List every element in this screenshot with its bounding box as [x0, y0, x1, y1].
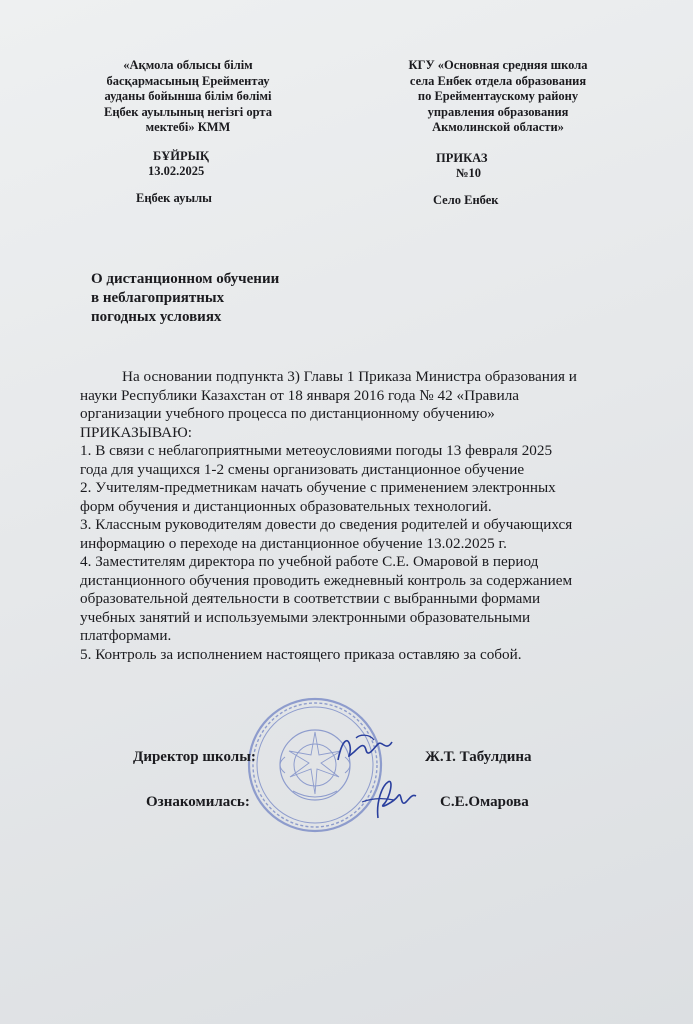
order-body [80, 368, 640, 664]
body-line: форм обучения и дистанционных образовательных технологий. [80, 497, 492, 515]
body-line: 1. В связи с неблагоприятными метеоусловиями погоды 13 февраля 2025 [80, 442, 553, 459]
header-right-line: села Енбек отдела образования [409, 73, 587, 88]
acquainted-signature [358, 776, 418, 822]
acquainted-label: Ознакомилась: [146, 794, 250, 810]
header-left [88, 58, 288, 136]
place-kz: Еңбек ауылы [136, 191, 212, 205]
director-label: Директор школы: [133, 749, 256, 765]
header-right-line: по Ерейментаускому району [417, 89, 579, 103]
body-line: ПРИКАЗЫВАЮ: [80, 423, 192, 441]
place-ru: Село Енбек [433, 193, 499, 207]
director-signature [330, 730, 400, 770]
body-line: 5. Контроль за исполнением настоящего приказа оставляю за собой. [80, 645, 522, 663]
order-number: №10 [456, 166, 482, 180]
body-line: 4. Заместителям директора по учебной работе С.Е. Омаровой в период [80, 553, 539, 570]
header-left-line: мектебі» КММ [145, 120, 231, 134]
body-line: На основании подпункта 3) Главы 1 Приказа Министра образования и [122, 368, 577, 385]
body-line: года для учащихся 1-2 смены организовать дистанционное обучение [80, 460, 525, 478]
header-left-line: «Ақмола облысы білім [123, 58, 253, 72]
title-line: в неблагоприятных [91, 290, 225, 306]
title-line: О дистанционном обучении [91, 271, 280, 287]
body-line: 3. Классным руководителям довести до сведения родителей и обучающихся [80, 516, 573, 533]
body-line: 2. Учителям-предметникам начать обучение с применением электронных [80, 479, 556, 496]
header-left-line: Еңбек ауылының негізгі орта [104, 104, 272, 119]
body-line: науки Республики Казахстан от 18 января 2016 года № 42 «Правила [80, 386, 520, 404]
header-left-line: ауданы бойынша білім бөлімі [104, 89, 272, 103]
doc-type-kz: БҰЙРЫҚ [153, 149, 209, 163]
body-line: учебных занятий и используемыми электронными образовательными [80, 608, 531, 626]
title-line: погодных условиях [91, 309, 222, 325]
acquainted-name: С.Е.Омарова [440, 794, 529, 810]
header-right [388, 58, 608, 136]
header-left-line: басқармасының Ерейментау [106, 73, 270, 88]
body-line: дистанционного обучения проводить ежедневный контроль за содержанием [80, 571, 573, 589]
header-right-line: управления образования [427, 104, 569, 119]
header-right-line: КГУ «Основная средняя школа [408, 58, 588, 72]
order-title [91, 270, 279, 327]
body-line: платформами. [80, 627, 172, 644]
body-line: организации учебного процесса по дистанционному обучению» [80, 405, 495, 422]
header-right-line: Акмолинской области» [432, 120, 564, 134]
body-line: информацию о переходе на дистанционное обучение 13.02.2025 г. [80, 534, 507, 552]
director-name: Ж.Т. Табулдина [425, 749, 532, 765]
doc-type-ru: ПРИКАЗ [436, 151, 488, 165]
body-line: образовательной деятельности в соответствии с выбранными формами [80, 590, 541, 607]
date-kz: 13.02.2025 [148, 164, 205, 178]
